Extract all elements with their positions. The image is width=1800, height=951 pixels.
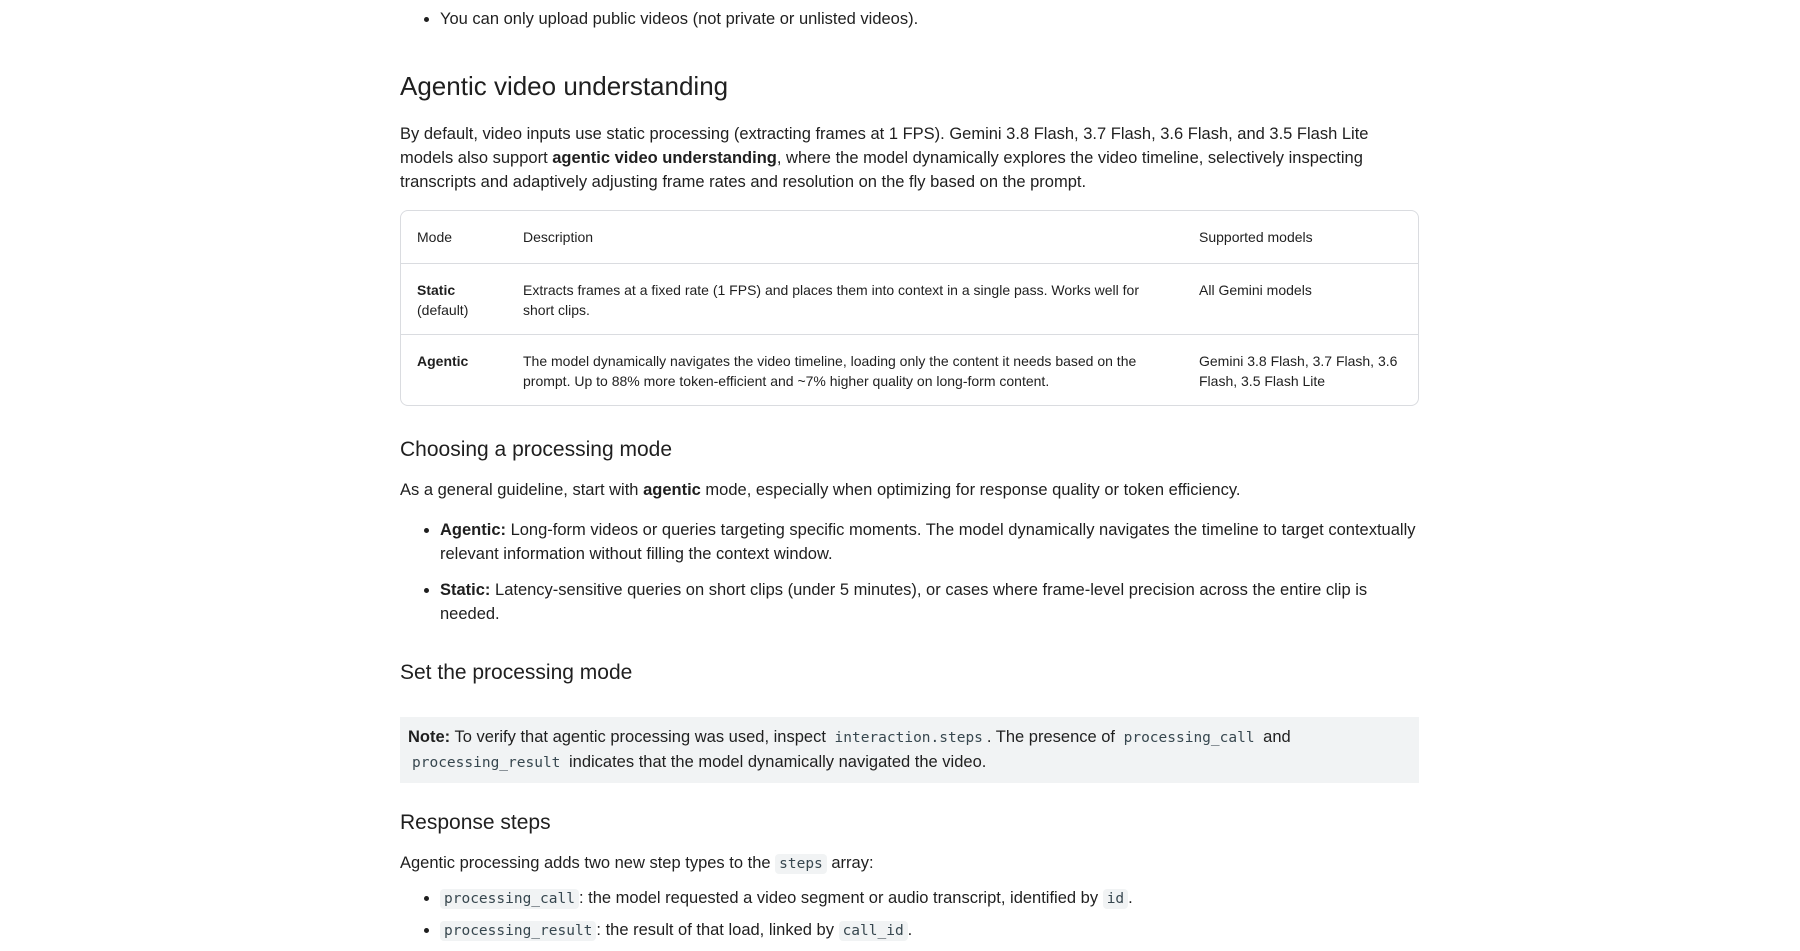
code-call-id: call_id [839, 921, 908, 941]
list-item [440, 918, 1419, 943]
upload-restrictions-list [400, 7, 1419, 31]
guideline-text: As a general guideline, start with [400, 481, 644, 499]
code-processing-result: processing_result [412, 755, 561, 771]
bullet-text: . [1128, 889, 1133, 907]
code-id: id [1103, 889, 1128, 909]
note-text: To verify that agentic processing was used, inspect [450, 728, 831, 746]
models-cell: All Gemini models [1183, 264, 1418, 335]
response-steps-intro [400, 851, 1419, 876]
intro-text: By default, video inputs use static processing (extracting frames at 1 FPS). Gemini 3.8 Flash, 3.7 Flash, 3.6 Flash, and 3.5 Flash Lite models also support [400, 125, 1369, 167]
note-text: indicates that the model dynamically navigated the video. [564, 753, 987, 771]
mode-cell [401, 335, 507, 406]
header-supported-models: Supported models [1183, 211, 1418, 264]
list-item [440, 886, 1419, 911]
bullet-text: : the model requested a video segment or audio transcript, identified by [578, 889, 1103, 907]
bullet-text: Latency-sensitive queries on short clips (under 5 minutes), or cases where frame-level precision across the entire clip is needed. [440, 581, 1368, 623]
table-row [401, 335, 1418, 406]
code-processing-result: processing_result [440, 921, 596, 941]
list-item-text: You can only upload public videos (not private or unlisted videos). [440, 10, 919, 28]
guideline-text-continued: mode, especially when optimizing for response quality or token efficiency. [700, 481, 1241, 499]
guideline-paragraph [400, 478, 1419, 502]
mode-name: Static [417, 282, 456, 298]
header-mode: Mode [401, 211, 507, 264]
note-text: and [1258, 728, 1291, 746]
section-heading-agentic-video: Agentic video understanding [400, 71, 729, 101]
bullet-text: Long-form videos or queries targeting specific moments. The model dynamically navigates the timeline to target contextually relevant information without filling the context window. [440, 521, 1416, 563]
heading-response-steps: Response steps [400, 811, 551, 834]
heading-choosing-mode: Choosing a processing mode [400, 438, 672, 461]
table-row [401, 264, 1418, 335]
description-cell: Extracts frames at a fixed rate (1 FPS) and places them into context in a single pass. Works well for short clips. [507, 264, 1183, 335]
step-types-list [400, 886, 1419, 943]
note-text: . The presence of [986, 728, 1120, 746]
mode-name: Agentic [417, 353, 469, 369]
list-item [440, 578, 1419, 626]
bullet-text: : the result of that load, linked by [596, 921, 839, 939]
intro-bold-term: agentic video understanding [552, 149, 777, 167]
note-label: Note: [408, 728, 451, 746]
code-interaction-steps: interaction.steps [834, 730, 983, 746]
code-processing-call: processing_call [1123, 730, 1255, 746]
intro-text-continued: array: [826, 854, 874, 872]
intro-paragraph [400, 122, 1419, 194]
bullet-label: Static: [440, 581, 491, 599]
heading-set-mode: Set the processing mode [400, 661, 633, 684]
code-processing-call: processing_call [440, 889, 579, 909]
note-callout [400, 717, 1419, 783]
mode-cell [401, 264, 507, 335]
list-item [440, 7, 1419, 31]
intro-text: Agentic processing adds two new step types to the [400, 854, 776, 872]
guideline-bold: agentic [643, 481, 701, 499]
description-cell: The model dynamically navigates the video timeline, loading only the content it needs based on the prompt. Up to 88% more token-efficient and ~7% higher quality on long-form content. [523, 353, 1137, 389]
docs-content [400, 0, 1419, 943]
bullet-text: . [907, 921, 913, 939]
bullet-label: Agentic: [440, 521, 506, 539]
code-steps: steps [775, 854, 827, 874]
modes-table [400, 210, 1419, 406]
intro-text-continued: , where the model dynamically explores the video timeline, selectively inspecting transcripts and adaptively adjusting frame rates and resolution on the fly based on the prompt. [400, 149, 1363, 191]
models-cell: Gemini 3.8 Flash, 3.7 Flash, 3.6 Flash, 3.5 Flash Lite [1199, 353, 1398, 389]
header-description: Description [507, 211, 1183, 264]
list-item [440, 518, 1419, 566]
table-header-row [401, 211, 1418, 264]
mode-guidance-list [400, 518, 1419, 626]
mode-subtitle: (default) [417, 302, 469, 318]
